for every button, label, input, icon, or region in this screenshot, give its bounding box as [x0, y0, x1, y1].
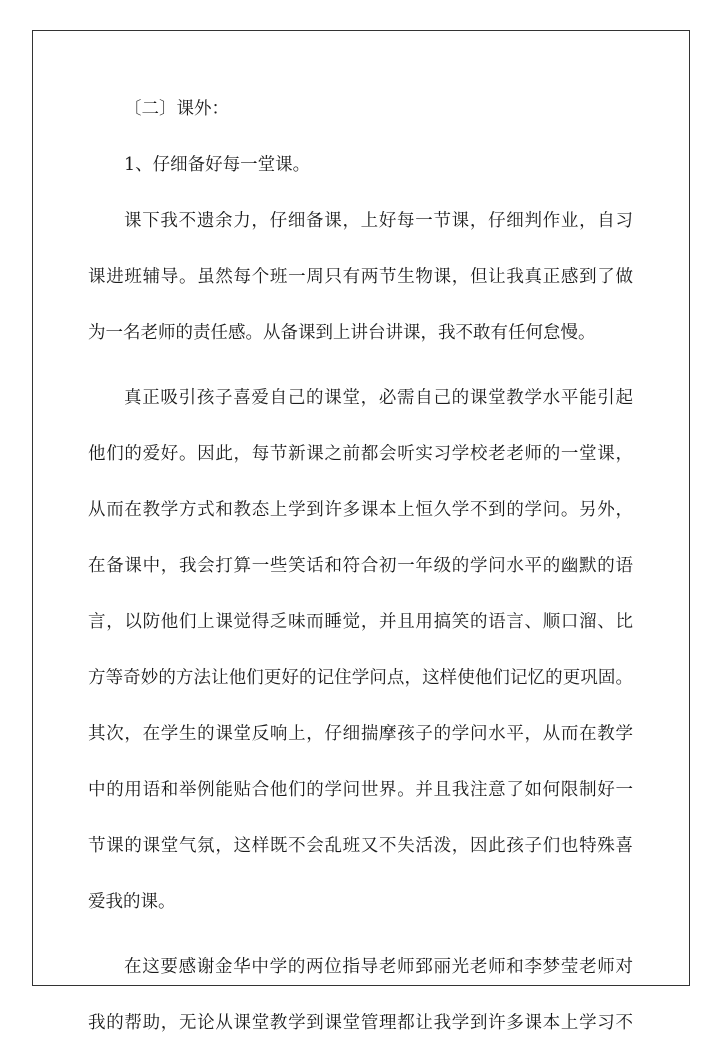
- document-body: [88, 92, 633, 1041]
- paragraph-line: 课下我不遗余力，仔细备课，上好每一节课，仔细判作业，自习: [124, 211, 633, 231]
- paragraph-line: 课进班辅导。虽然每个班一周只有两节生物课，但让我真正感到了做: [88, 267, 633, 287]
- paragraph-line: 方等奇妙的方法让他们更好的记住学问点，这样使他们记忆的更巩固。: [88, 668, 633, 688]
- paragraph-line: 其次，在学生的课堂反响上，仔细揣摩孩子的学问水平，从而在教学: [88, 724, 633, 744]
- paragraph-line: 他们的爱好。因此，每节新课之前都会听实习学校老老师的一堂课，: [88, 444, 633, 464]
- paragraph-1: [88, 204, 633, 351]
- paragraph-line: 在这要感谢金华中学的两位指导老师郅丽光老师和李梦莹老师对: [124, 957, 633, 977]
- paragraph-line: 中的用语和举例能贴合他们的学问世界。并且我注意了如何限制好一: [88, 780, 633, 800]
- paragraph-line: 言，以防他们上课觉得乏味而睡觉，并且用搞笑的语言、顺口溜、比: [88, 612, 633, 632]
- paragraph-line: 真正吸引孩子喜爱自己的课堂，必需自己的课堂教学水平能引起: [124, 388, 633, 408]
- paragraph-3: [88, 950, 633, 1041]
- paragraph-line: 在备课中，我会打算一些笑话和符合初一年级的学问水平的幽默的语: [88, 556, 633, 576]
- paragraph-line: 我的帮助，无论从课堂教学到课堂管理都让我学到许多课本上学习不: [88, 1013, 633, 1033]
- paragraph-line: 从而在教学方式和教态上学到许多课本上恒久学不到的学问。另外，: [88, 500, 633, 520]
- item-heading: 1、仔细备好每一堂课。: [124, 155, 311, 175]
- paragraph-line: 节课的课堂气氛，这样既不会乱班又不失活泼，因此孩子们也特殊喜: [88, 836, 633, 856]
- paragraph-line: 爱我的课。: [88, 892, 176, 912]
- paragraph-2: [88, 381, 633, 920]
- section-heading: 〔二〕课外：: [124, 99, 229, 119]
- paragraph-line: 为一名老师的责任感。从备课到上讲台讲课，我不敢有任何怠慢。: [88, 323, 596, 343]
